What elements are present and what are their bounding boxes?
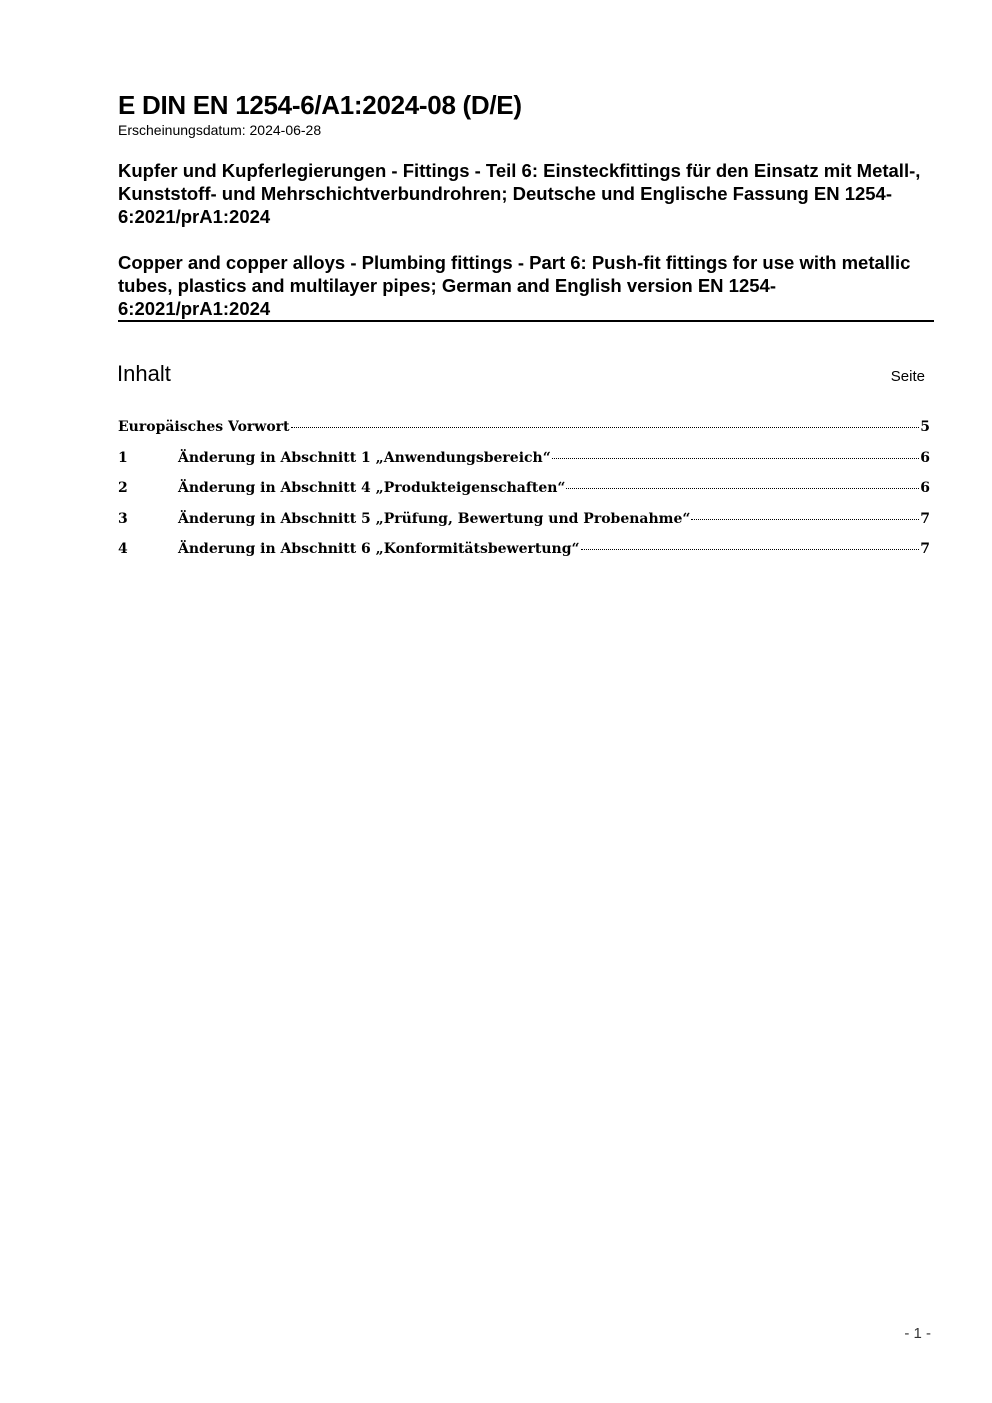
toc-entry-text: Änderung in Abschnitt 1 „Anwendungsbereich“ (178, 449, 551, 466)
page-number: - 1 - (904, 1325, 931, 1342)
toc-entry-number: 3 (118, 510, 128, 527)
toc-entry-page: 6 (920, 480, 930, 496)
toc-entry-text: Änderung in Abschnitt 6 „Konformitätsbewertung“ (178, 541, 580, 557)
toc-entry-text: Änderung in Abschnitt 4 „Produkteigenschaften“ (178, 480, 566, 496)
toc-leader-dots (291, 427, 920, 428)
header-rule (118, 320, 934, 322)
toc-leader-dots (566, 488, 919, 489)
toc-entry[interactable] (118, 447, 930, 478)
toc-entry-number: 2 (118, 480, 128, 496)
toc-entry-number: 4 (118, 541, 128, 557)
toc-entry-text: Europäisches Vorwort (118, 419, 290, 435)
toc-leader-dots (552, 458, 919, 459)
title-english: Copper and copper alloys - Plumbing fittings - Part 6: Push-fit fittings for use with metallic tubes, plastics and multilayer pipes; German and English version EN 1254-6:2021/prA1:2024 (118, 252, 911, 319)
title-german: Kupfer und Kupferlegierungen - Fittings - Teil 6: Einsteckfittings für den Einsatz mit Metall-, Kunststoff- und Mehrschichtverbundrohren; Deutsche und Englische Fassung EN 1254-6:2021/prA1:2024 (118, 160, 921, 227)
toc-entry-page: 7 (920, 541, 930, 557)
toc-page-label: Seite (890, 368, 925, 385)
toc-entry[interactable] (118, 416, 930, 447)
toc-entry-number: 1 (118, 449, 128, 466)
toc-leader-dots (691, 519, 919, 520)
toc-entry-page: 5 (920, 419, 930, 435)
toc-leader-dots (581, 549, 920, 550)
toc-entry-page: 6 (920, 449, 930, 466)
table-of-contents (118, 416, 930, 569)
toc-entry[interactable] (118, 538, 930, 569)
toc-entry[interactable] (118, 508, 930, 539)
document-id: E DIN EN 1254-6/A1:2024-08 (D/E) (118, 90, 522, 120)
toc-entry-page: 7 (920, 510, 930, 527)
toc-entry-text: Änderung in Abschnitt 5 „Prüfung, Bewertung und Probenahme“ (178, 510, 691, 527)
publication-date: Erscheinungsdatum: 2024-06-28 (118, 122, 322, 138)
toc-heading: Inhalt (117, 361, 171, 386)
toc-entry[interactable] (118, 477, 930, 508)
